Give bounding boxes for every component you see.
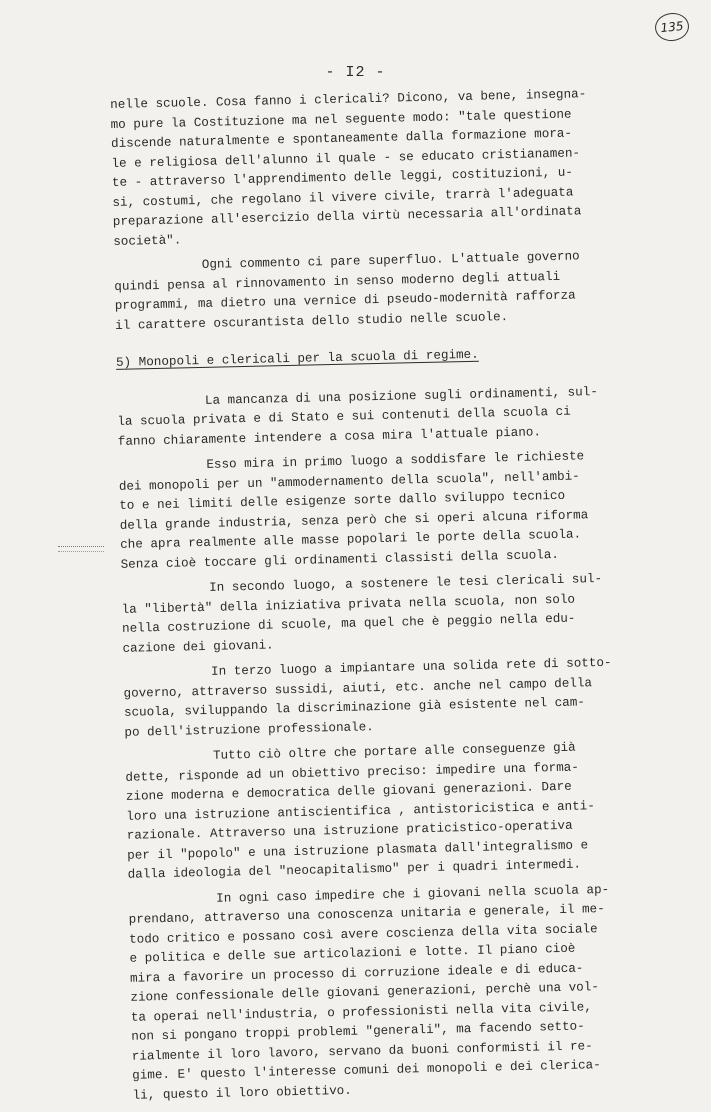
text-line: rialmente il loro lavoro, servano da buoni conformisti il re- xyxy=(131,1038,593,1064)
text-line: non si pongano troppi problemi "generali", ma facendo setto- xyxy=(131,1019,585,1044)
text-line: razionale. Attraverso una istruzione praticistico-operativa xyxy=(126,818,573,843)
text-line: nella costruzione di scuole, ma quel che è peggio nella edu- xyxy=(121,611,576,636)
text-line: mo pure la Costituzione ma nel seguente modo: "tale questione xyxy=(110,107,572,132)
text-line: li, questo il loro obiettivo. xyxy=(132,1083,352,1103)
text-line: ta operai nell'industria, o professionisti nella vita civile, xyxy=(130,999,592,1025)
text-line: po dell'istruzione professionale. xyxy=(124,719,374,740)
text-line: Ogni commento ci pare superfluo. L'attuale governo xyxy=(201,249,580,272)
text-line: per il "popolo" e una istruzione plasmata dall'integralismo e xyxy=(127,837,589,863)
paragraph xyxy=(125,737,668,886)
text-line: cazione dei giovani. xyxy=(122,637,274,656)
text-line: zione confessionale delle giovani generazioni, perchè una vol- xyxy=(130,980,600,1005)
paragraph xyxy=(118,446,661,575)
text-line: le e religiosa dell'alunno il quale - se educato cristianamen- xyxy=(111,145,581,171)
paragraph xyxy=(114,246,656,336)
text-line: programmi, ma dietro una vernice di pseudo-modernità rafforza xyxy=(114,288,576,313)
text-line: scuola, sviluppando la discriminazione già esistente nel cam- xyxy=(123,695,586,720)
paragraph xyxy=(117,381,658,452)
intro-paragraphs xyxy=(110,84,655,336)
text-line: loro una istruzione antiscientifica , antistoricistica e anti- xyxy=(126,798,595,824)
text-line: prendano, attraverso una conoscenza unitaria e generale, il me- xyxy=(128,901,605,927)
text-line: te - attraverso l'apprendimento delle leggi, costituzioni, u- xyxy=(111,165,574,190)
text-line: In secondo luogo, a sostenere le tesi clericali sul- xyxy=(209,571,603,595)
text-line: che apra realmente alle masse popolari le porte della scuola. xyxy=(120,527,582,552)
margin-mark xyxy=(58,546,104,552)
text-line: gime. E' questo l'interesse comuni dei monopoli e dei clerica- xyxy=(132,1058,601,1083)
paragraph xyxy=(128,879,673,1106)
text-line: si, costumi, che regolano il vivere civile, trarrà l'adeguata xyxy=(112,185,574,210)
text-line: In terzo luogo a impiantare una solida rete di sotto- xyxy=(210,655,612,679)
text-line: il carattere oscurantista dello studio nelle scuole. xyxy=(115,309,509,333)
text-line: e politica e delle sue articolazioni e lotte. Il piano cioè xyxy=(129,941,576,966)
text-line: zione moderna e democratica delle giovani generazioni. Dare xyxy=(125,779,572,804)
text-line: La mancanza di una posizione sugli ordinamenti, sul- xyxy=(204,384,598,408)
archive-number-stamp: 135 xyxy=(654,11,691,42)
text-line: dette, risponde ad un obiettivo preciso: impedire una forma- xyxy=(125,760,579,785)
paragraph xyxy=(121,569,663,659)
text-line: todo critico e possano così avere coscienza della vita sociale xyxy=(128,921,598,947)
text-line: Tutto ciò oltre che portare alle conseguenze già xyxy=(212,740,576,763)
text-line: dei monopoli per un "ammodernamento della scuola", nell'ambi- xyxy=(118,468,580,494)
text-line: la "libertà" della iniziativa privata nella scuola, non solo xyxy=(121,592,576,617)
text-line: dalla ideologia del "neocapitalismo" per i quadri intermedi. xyxy=(127,857,582,882)
text-line: to e nei limiti delle esigenze sorte dallo sviluppo tecnico xyxy=(119,488,566,513)
page-number: - I2 - xyxy=(325,64,386,81)
text-line: preparazione all'esercizio della virtù necessaria all'ordinata xyxy=(112,204,582,229)
text-line: la scuola privata e di Stato e sui contenuti della scuola ci xyxy=(117,404,571,429)
text-line: discende naturalmente e spontaneamente dalla formazione mora- xyxy=(110,126,573,151)
paragraph xyxy=(110,84,653,252)
text-line: governo, attraverso sussidi, aiuti, etc. anche nel campo della xyxy=(123,675,593,701)
text-line: quindi pensa al rinnovamento in senso moderno degli attuali xyxy=(114,269,561,294)
section-paragraphs xyxy=(117,381,673,1106)
text-line: della grande industria, senza però che si operi alcuna riforma xyxy=(119,507,589,533)
text-line: Esso mira in primo luogo a soddisfare le richieste xyxy=(206,449,585,472)
text-line: società". xyxy=(113,232,182,249)
text-line: In ogni caso impedire che i giovani nella scuola ap- xyxy=(216,882,610,906)
paragraph xyxy=(123,653,665,743)
text-line: mira a favorire un processo di corruzione ideale e di educa- xyxy=(129,960,584,986)
text-line: Senza cioè toccare gli ordinamenti classisti della scuola. xyxy=(120,547,560,572)
section-heading: 5) Monopoli e clericali per la scuola di regime. xyxy=(115,347,479,370)
text-line: nelle scuole. Cosa fanno i clericali? Dicono, va bene, insegna- xyxy=(110,87,587,112)
text-line: fanno chiaramente intendere a cosa mira l'attuale piano. xyxy=(117,424,542,449)
body-text xyxy=(110,84,673,1112)
